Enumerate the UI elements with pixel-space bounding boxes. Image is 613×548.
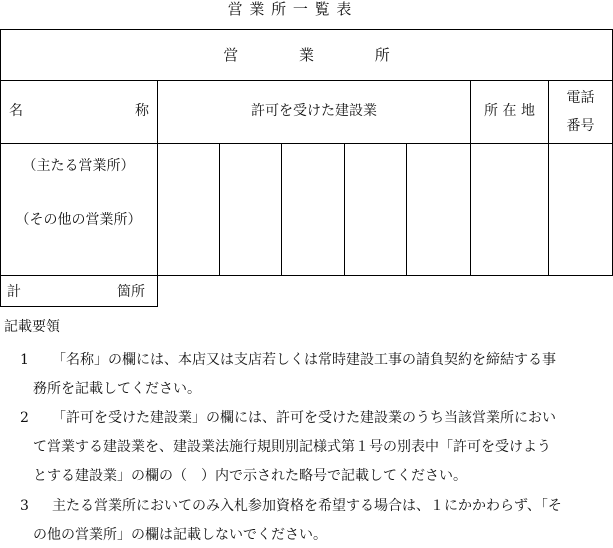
office-group-header: 営 業 所 [223, 46, 390, 64]
total-box-bottom [0, 306, 158, 307]
instruction-number: 2 [20, 410, 29, 426]
instructions-heading: 記載要領 [4, 319, 60, 335]
license-subdivider-2 [281, 143, 282, 276]
total-label: 計 [7, 284, 21, 300]
phone-column-divider [548, 80, 549, 276]
document-title: 営 業 所 一 覧 表 [227, 0, 353, 18]
instruction-line: 「名称」の欄には、本店又は支店若しくは常時建設工事の請負契約を締結する事 [52, 352, 556, 368]
table-border-bottom [0, 275, 613, 276]
instruction-line: とする建設業」の欄の（ ）内で示された略号で記載してください。 [33, 468, 467, 484]
license-subdivider-1 [219, 143, 220, 276]
table-rule-header [0, 143, 613, 144]
instruction-line: て営業する建設業を、建設業法施行規則別記様式第１号の別表中「許可を受けよう [33, 439, 551, 455]
total-unit: 箇所 [117, 284, 145, 300]
instruction-line: 主たる営業所においてのみ入札参加資格を希望する場合は、１にかかわらず、「そ [52, 498, 562, 514]
name-header-right: 称 [135, 103, 149, 119]
main-office-label: （主たる営業所） [22, 158, 135, 174]
table-rule-header-group [0, 80, 613, 81]
instruction-line: の他の営業所」の欄は記載しないでください。 [33, 527, 327, 543]
license-header: 許可を受けた建設業 [251, 103, 377, 119]
instruction-number: 1 [20, 352, 29, 368]
instruction-line: 「許可を受けた建設業」の欄には、許可を受けた建設業のうち当該営業所におい [52, 410, 556, 426]
table-border-top [0, 29, 613, 30]
phone-header-line1: 電話 [566, 90, 595, 106]
instruction-line: 務所を記載してください。 [33, 381, 201, 397]
license-subdivider-3 [344, 143, 345, 276]
address-header: 所 在 地 [484, 103, 535, 119]
name-header-left: 名 [9, 103, 23, 119]
phone-header-line2: 番号 [566, 118, 595, 134]
instruction-number: 3 [20, 498, 29, 514]
license-subdivider-4 [406, 143, 407, 276]
other-office-label: （その他の営業所） [15, 212, 142, 228]
